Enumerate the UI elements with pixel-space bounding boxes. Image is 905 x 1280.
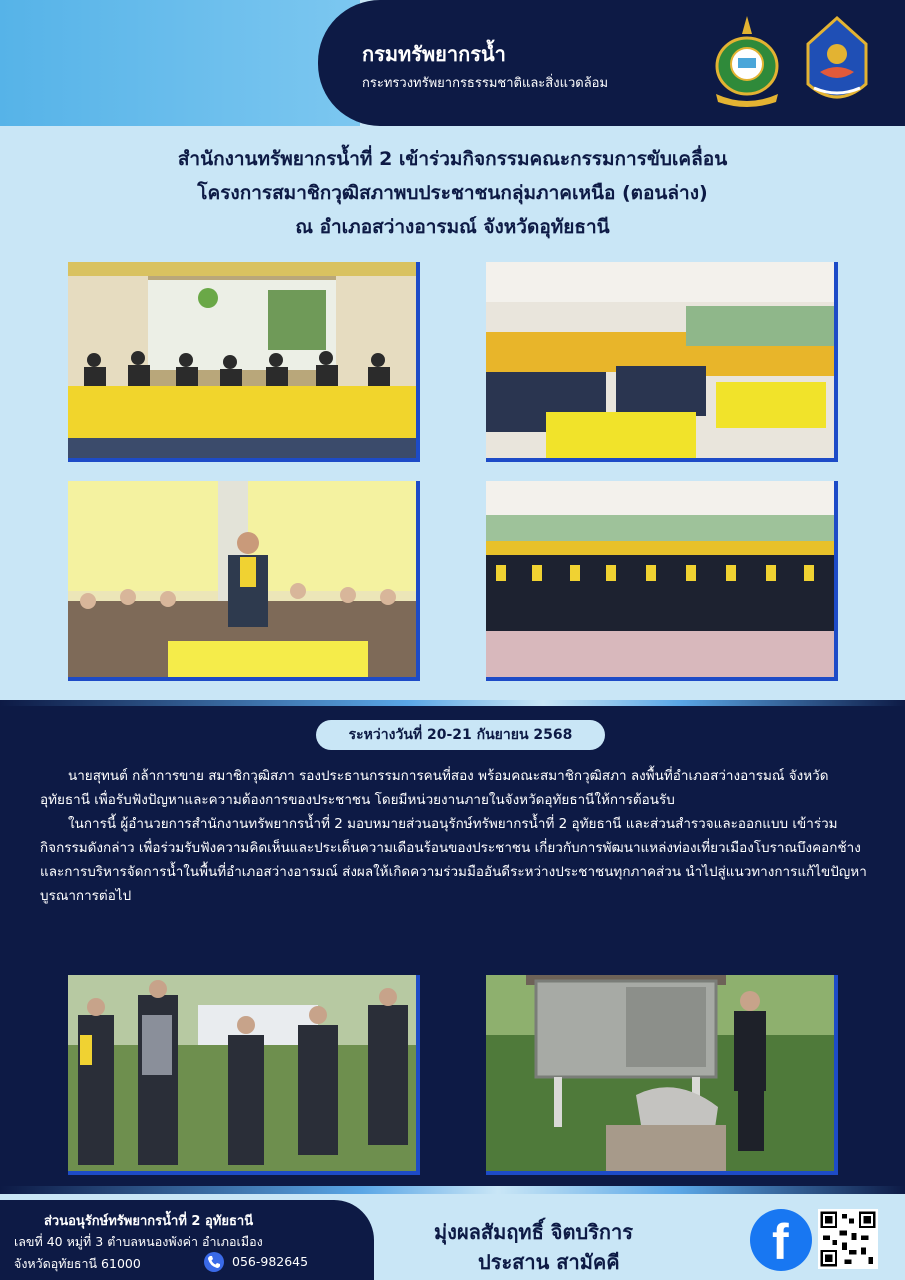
photo-speaker bbox=[68, 481, 420, 681]
title-line-1: สำนักงานทรัพยากรน้ำที่ 2 เข้าร่วมกิจกรรมคณะกรรมการขับเคลื่อน bbox=[177, 148, 728, 170]
facebook-icon[interactable] bbox=[750, 1209, 812, 1271]
divider bbox=[0, 1186, 905, 1194]
photo-audience bbox=[486, 262, 838, 462]
facebook-letter: f bbox=[772, 1214, 789, 1270]
date-badge: ระหว่างวันที่ 20-21 กันยายน 2568 bbox=[316, 720, 605, 750]
office-name: ส่วนอนุรักษ์ทรัพยากรน้ำที่ 2 อุทัยธานี bbox=[44, 1214, 254, 1229]
photo-group bbox=[486, 481, 838, 681]
title-line-2: โครงการสมาชิกวุฒิสภาพบประชาชนกลุ่มภาคเหนือ (ตอนล่าง) bbox=[197, 182, 708, 204]
ministry-name: กระทรวงทรัพยากรธรรมชาติและสิ่งแวดล้อม bbox=[362, 76, 609, 91]
department-name: กรมทรัพยากรน้ำ bbox=[362, 42, 506, 66]
photo-signboard bbox=[486, 975, 838, 1175]
header-accent bbox=[0, 0, 360, 126]
department-emblem-icon bbox=[800, 14, 874, 110]
phone-icon bbox=[204, 1252, 224, 1272]
office-address-line-1: เลขที่ 40 หมู่ที่ 3 ตำบลหนองพังค่า อำเภอเมือง bbox=[14, 1234, 263, 1249]
slogan-line-2: ประสาน สามัคคี bbox=[478, 1250, 620, 1274]
office-address-line-2: จังหวัดอุทัยธานี 61000 bbox=[14, 1256, 141, 1271]
body-text bbox=[40, 764, 875, 908]
ministry-emblem-icon bbox=[710, 14, 784, 110]
paragraph-1: นายสุทนต์ กล้าการขาย สมาชิกวุฒิสภา รองประธานกรรมการคนที่สอง พร้อมคณะสมาชิกวุฒิสภา ลงพื้นที่อำเภอสว่างอารมณ์ จังหวัดอุทัยธานี เพื่อรับฟังปัญหาและความต้องการของประชาชน โดยมีหน่วยงานภายในจังหวัดอุทัยธานีให้การต้อนรับ bbox=[40, 768, 829, 808]
phone-number: 056-982645 bbox=[232, 1254, 309, 1269]
page-title bbox=[20, 142, 885, 244]
paragraph-2: ในการนี้ ผู้อำนวยการสำนักงานทรัพยากรน้ำที่ 2 มอบหมายส่วนอนุรักษ์ทรัพยากรน้ำที่ 2 อุทัยธานี และส่วนสำรวจและออกแบบ เข้าร่วมกิจกรรมดังกล่าว เพื่อร่วมรับฟังความคิดเห็นและประเด็นความเดือนร้อนของประชาชน เกี่ยวกับการพัฒนาแหล่งท่องเที่ยวเมืองโบราณบึงคอกช้าง และการบริหารจัดการน้ำในพื้นที่อำเภอสว่างอารมณ์ ส่งผลให้เกิดความร่วมมืออันดีระหว่างประชาชนทุกภาคส่วน นำไปสู่แนวทางการแก้ไขปัญหาบูรณาการต่อไป bbox=[40, 816, 867, 904]
photo-head-table bbox=[68, 262, 420, 462]
slogan-line-1: มุ่งผลสัมฤทธิ์ จิตบริการ bbox=[434, 1220, 634, 1244]
divider bbox=[0, 700, 905, 706]
photo-field-visit bbox=[68, 975, 420, 1175]
qr-code-icon bbox=[818, 1209, 878, 1269]
title-line-3: ณ อำเภอสว่างอารมณ์ จังหวัดอุทัยธานี bbox=[295, 216, 610, 238]
